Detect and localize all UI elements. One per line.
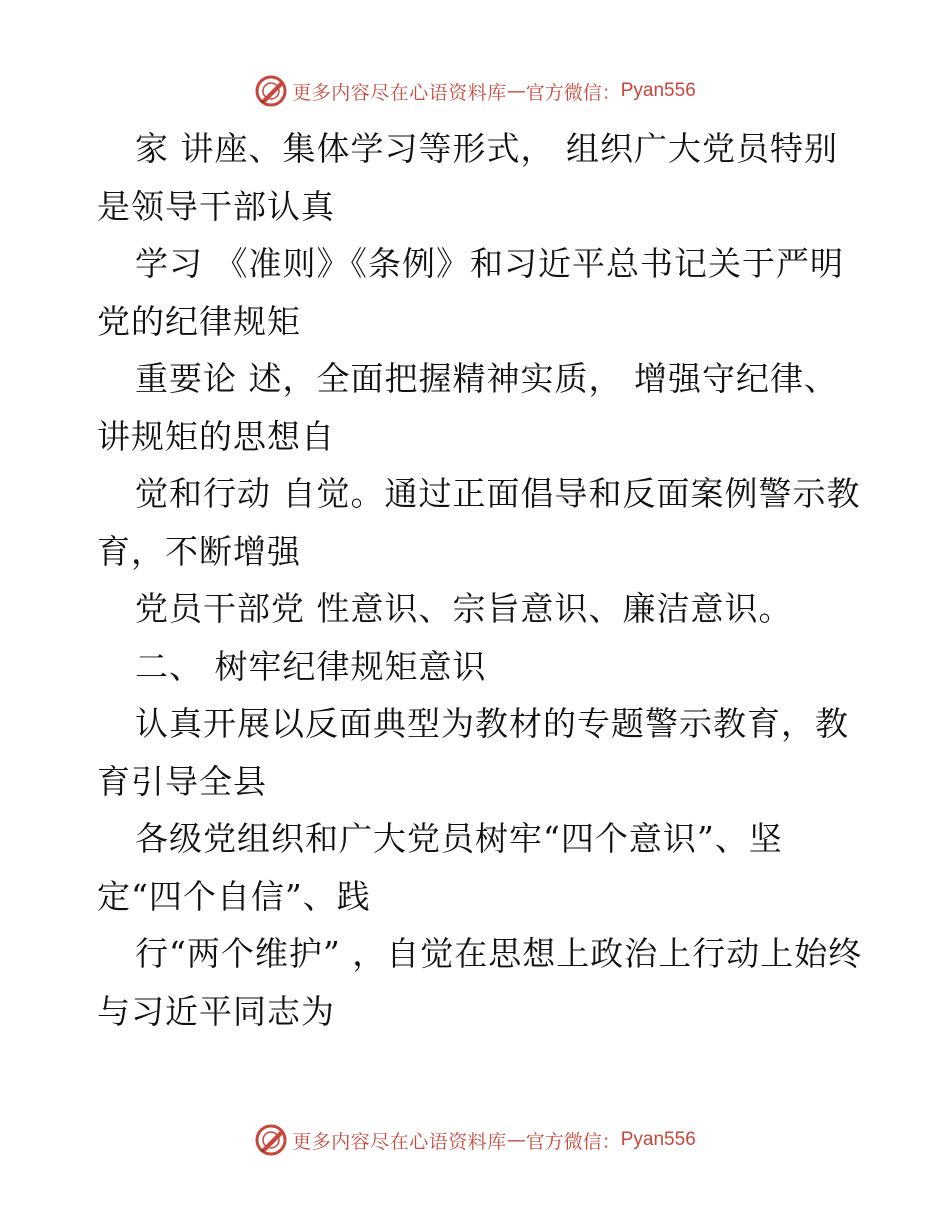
pen-logo-icon xyxy=(254,74,288,108)
header-watermark xyxy=(0,71,950,111)
watermark-main-text: 更多内容尽在心语资料库 xyxy=(292,81,507,104)
paragraph: 家 讲座、集体学习等形式， 组织广大党员特别是领导干部认真 xyxy=(97,129,838,226)
watermark-dash: — xyxy=(506,80,526,102)
watermark-dash: — xyxy=(506,1129,526,1151)
watermark-main-text: 更多内容尽在心语资料库 xyxy=(292,1130,507,1153)
paragraph: 各级党组织和广大党员树牢“四个意识”、坚定“四个自信”、践 xyxy=(97,819,783,916)
watermark-wechat-id: Pyan556 xyxy=(620,80,696,101)
document-body xyxy=(97,120,867,1040)
paragraph: 觉和行动 自觉。通过正面倡导和反面案例警示教育，不断增强 xyxy=(97,474,861,571)
paragraph: 行“两个维护” ，自觉在思想上政治上行动上始终与习近平同志为 xyxy=(97,934,863,1031)
watermark-wechat-id: Pyan556 xyxy=(620,1129,696,1150)
footer-watermark xyxy=(0,1120,950,1160)
paragraph: 认真开展以反面典型为教材的专题警示教育，教育引导全县 xyxy=(97,704,849,801)
paragraph: 党员干部党 性意识、宗旨意识、廉洁意识。 xyxy=(135,589,793,628)
section-heading: 二、 树牢纪律规矩意识 xyxy=(135,646,487,686)
watermark-wechat-label: 官方微信： xyxy=(525,81,621,104)
watermark-wechat-label: 官方微信： xyxy=(525,1130,621,1153)
paragraph: 重要论 述，全面把握精神实质， 增强守纪律、讲规矩的思想自 xyxy=(97,359,838,456)
paragraph: 学习 《准则》《条例》和习近平总书记关于严明党的纪律规矩 xyxy=(97,244,844,341)
pen-logo-icon xyxy=(254,1123,288,1157)
